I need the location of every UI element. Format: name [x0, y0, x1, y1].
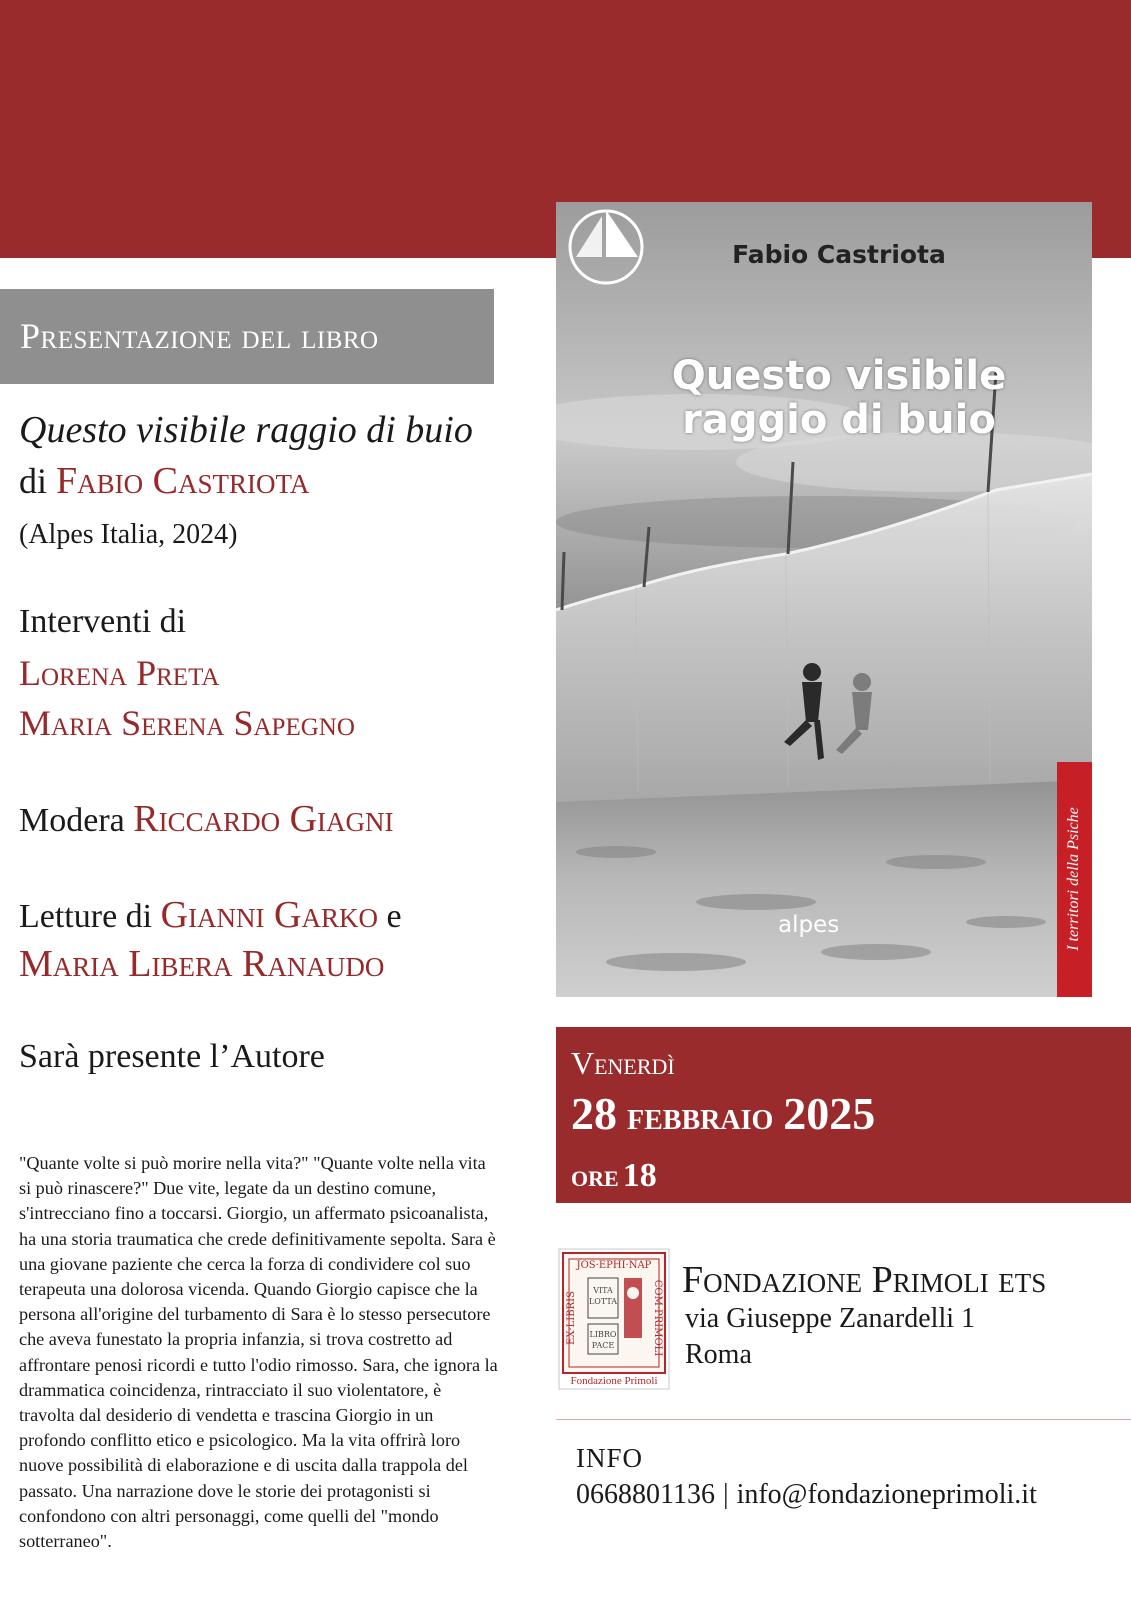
- event-date-number: 28: [571, 1088, 617, 1139]
- book-synopsis: "Quante volte si può morire nella vita?" "Quante volte nella vita si può rinascere?" Due vite, legate da un destino comune, s'intrecciano fino a toccarsi. Giorgio, un affermato psicoanalista, ha una storia traumatica che crede definitivamente sepolta. Sara è una giovane paziente che cerca la forza di condividere col suo terapeuta una dolorosa vicenda. Quando Giorgio capisce che la persona all'origine del turbamento di Sara è lo stesso persecutore che aveva funestato la propria infanzia, si trova costretto ad affrontare penosi ricordi e tutto l'odio rimosso. Sara, che ignora la drammatica coincidenza, rintracciato il suo violentatore, è travolta dal desiderio di vendetta e trascina Giorgio in un profondo conflitto etico e psicologico. Ma la vita offrirà loro nuove possibilità di elaborazione e di uscita dalla trappola del passato. Una narrazione dove le storie dei protagonisti si confondono con altri personaggi, come quelli del "mondo sotterraneo".: [19, 1153, 498, 1552]
- event-time-label: ore: [571, 1157, 619, 1193]
- speaker-name: Lorena Preta: [19, 653, 220, 693]
- reader-name: Gianni Garko: [160, 894, 378, 936]
- cover-title: [556, 354, 1092, 442]
- cover-title-line: Questo visibile: [671, 353, 1007, 399]
- cover-title-line: raggio di buio: [682, 397, 996, 443]
- book-author-line: [19, 459, 309, 503]
- reader-name: Maria Libera Ranaudo: [19, 943, 385, 985]
- contact-phone[interactable]: 0668801136: [576, 1479, 715, 1510]
- readings-conjunction: e: [386, 898, 402, 935]
- cover-author: Fabio Castriota: [732, 240, 946, 269]
- svg-text:COM·PRIMOLI: COM·PRIMOLI: [652, 1279, 663, 1357]
- cover-series-band: [1057, 762, 1092, 997]
- moderator-label: Modera: [19, 802, 125, 839]
- moderator-line: [19, 797, 394, 841]
- contact-separator: |: [722, 1479, 729, 1510]
- event-date-box: [556, 1027, 1131, 1203]
- event-day: Venerdì: [571, 1045, 675, 1081]
- svg-text:JOS·EPHI·NAP: JOS·EPHI·NAP: [576, 1260, 652, 1271]
- svg-text:PACE: PACE: [591, 1341, 615, 1350]
- publication-info: (Alpes Italia, 2024): [19, 519, 238, 550]
- divider: [556, 1419, 1131, 1420]
- venue-address: via Giuseppe Zanardelli 1: [685, 1303, 976, 1334]
- cover-series-label: I territori della Psiche: [1065, 807, 1082, 951]
- readings-line: [19, 893, 402, 937]
- event-time-value: 18: [622, 1157, 657, 1194]
- contact-info: [576, 1479, 1037, 1511]
- speaker-name: Maria Serena Sapegno: [19, 703, 355, 743]
- venue-name: Fondazione Primoli ets: [682, 1259, 1047, 1301]
- speakers-intro: Interventi di: [19, 603, 187, 640]
- book-cover: [556, 202, 1092, 997]
- svg-text:LIBRO: LIBRO: [589, 1330, 617, 1339]
- readings-label: Letture di: [19, 898, 153, 935]
- moderator-name: Riccardo Giagni: [133, 798, 394, 840]
- event-month: febbraio: [627, 1093, 774, 1138]
- event-date: [571, 1087, 875, 1140]
- publisher-name: alpes: [778, 912, 840, 938]
- by-prefix: di: [19, 461, 48, 501]
- author-present-note: Sarà presente l’Autore: [19, 1038, 325, 1075]
- ex-libris-seal-icon: [558, 1248, 670, 1390]
- venue-city: Roma: [685, 1339, 752, 1370]
- cover-photo: [556, 202, 1092, 997]
- info-label: INFO: [576, 1443, 644, 1473]
- seal-caption: Fondazione Primoli: [570, 1375, 658, 1387]
- event-year: 2025: [783, 1088, 876, 1139]
- svg-text:EX·LIBRIS: EX·LIBRIS: [566, 1291, 577, 1345]
- event-type-label: Presentazione del libro: [0, 289, 494, 384]
- event-time: [571, 1157, 657, 1195]
- contact-email-link[interactable]: info@fondazioneprimoli.it: [736, 1479, 1037, 1510]
- book-title: Questo visibile raggio di buio: [19, 409, 473, 451]
- svg-text:VITA: VITA: [593, 1286, 613, 1295]
- publisher-logo-icon: [556, 202, 656, 292]
- svg-text:LOTTA: LOTTA: [588, 1297, 618, 1306]
- book-author: Fabio Castriota: [56, 460, 310, 502]
